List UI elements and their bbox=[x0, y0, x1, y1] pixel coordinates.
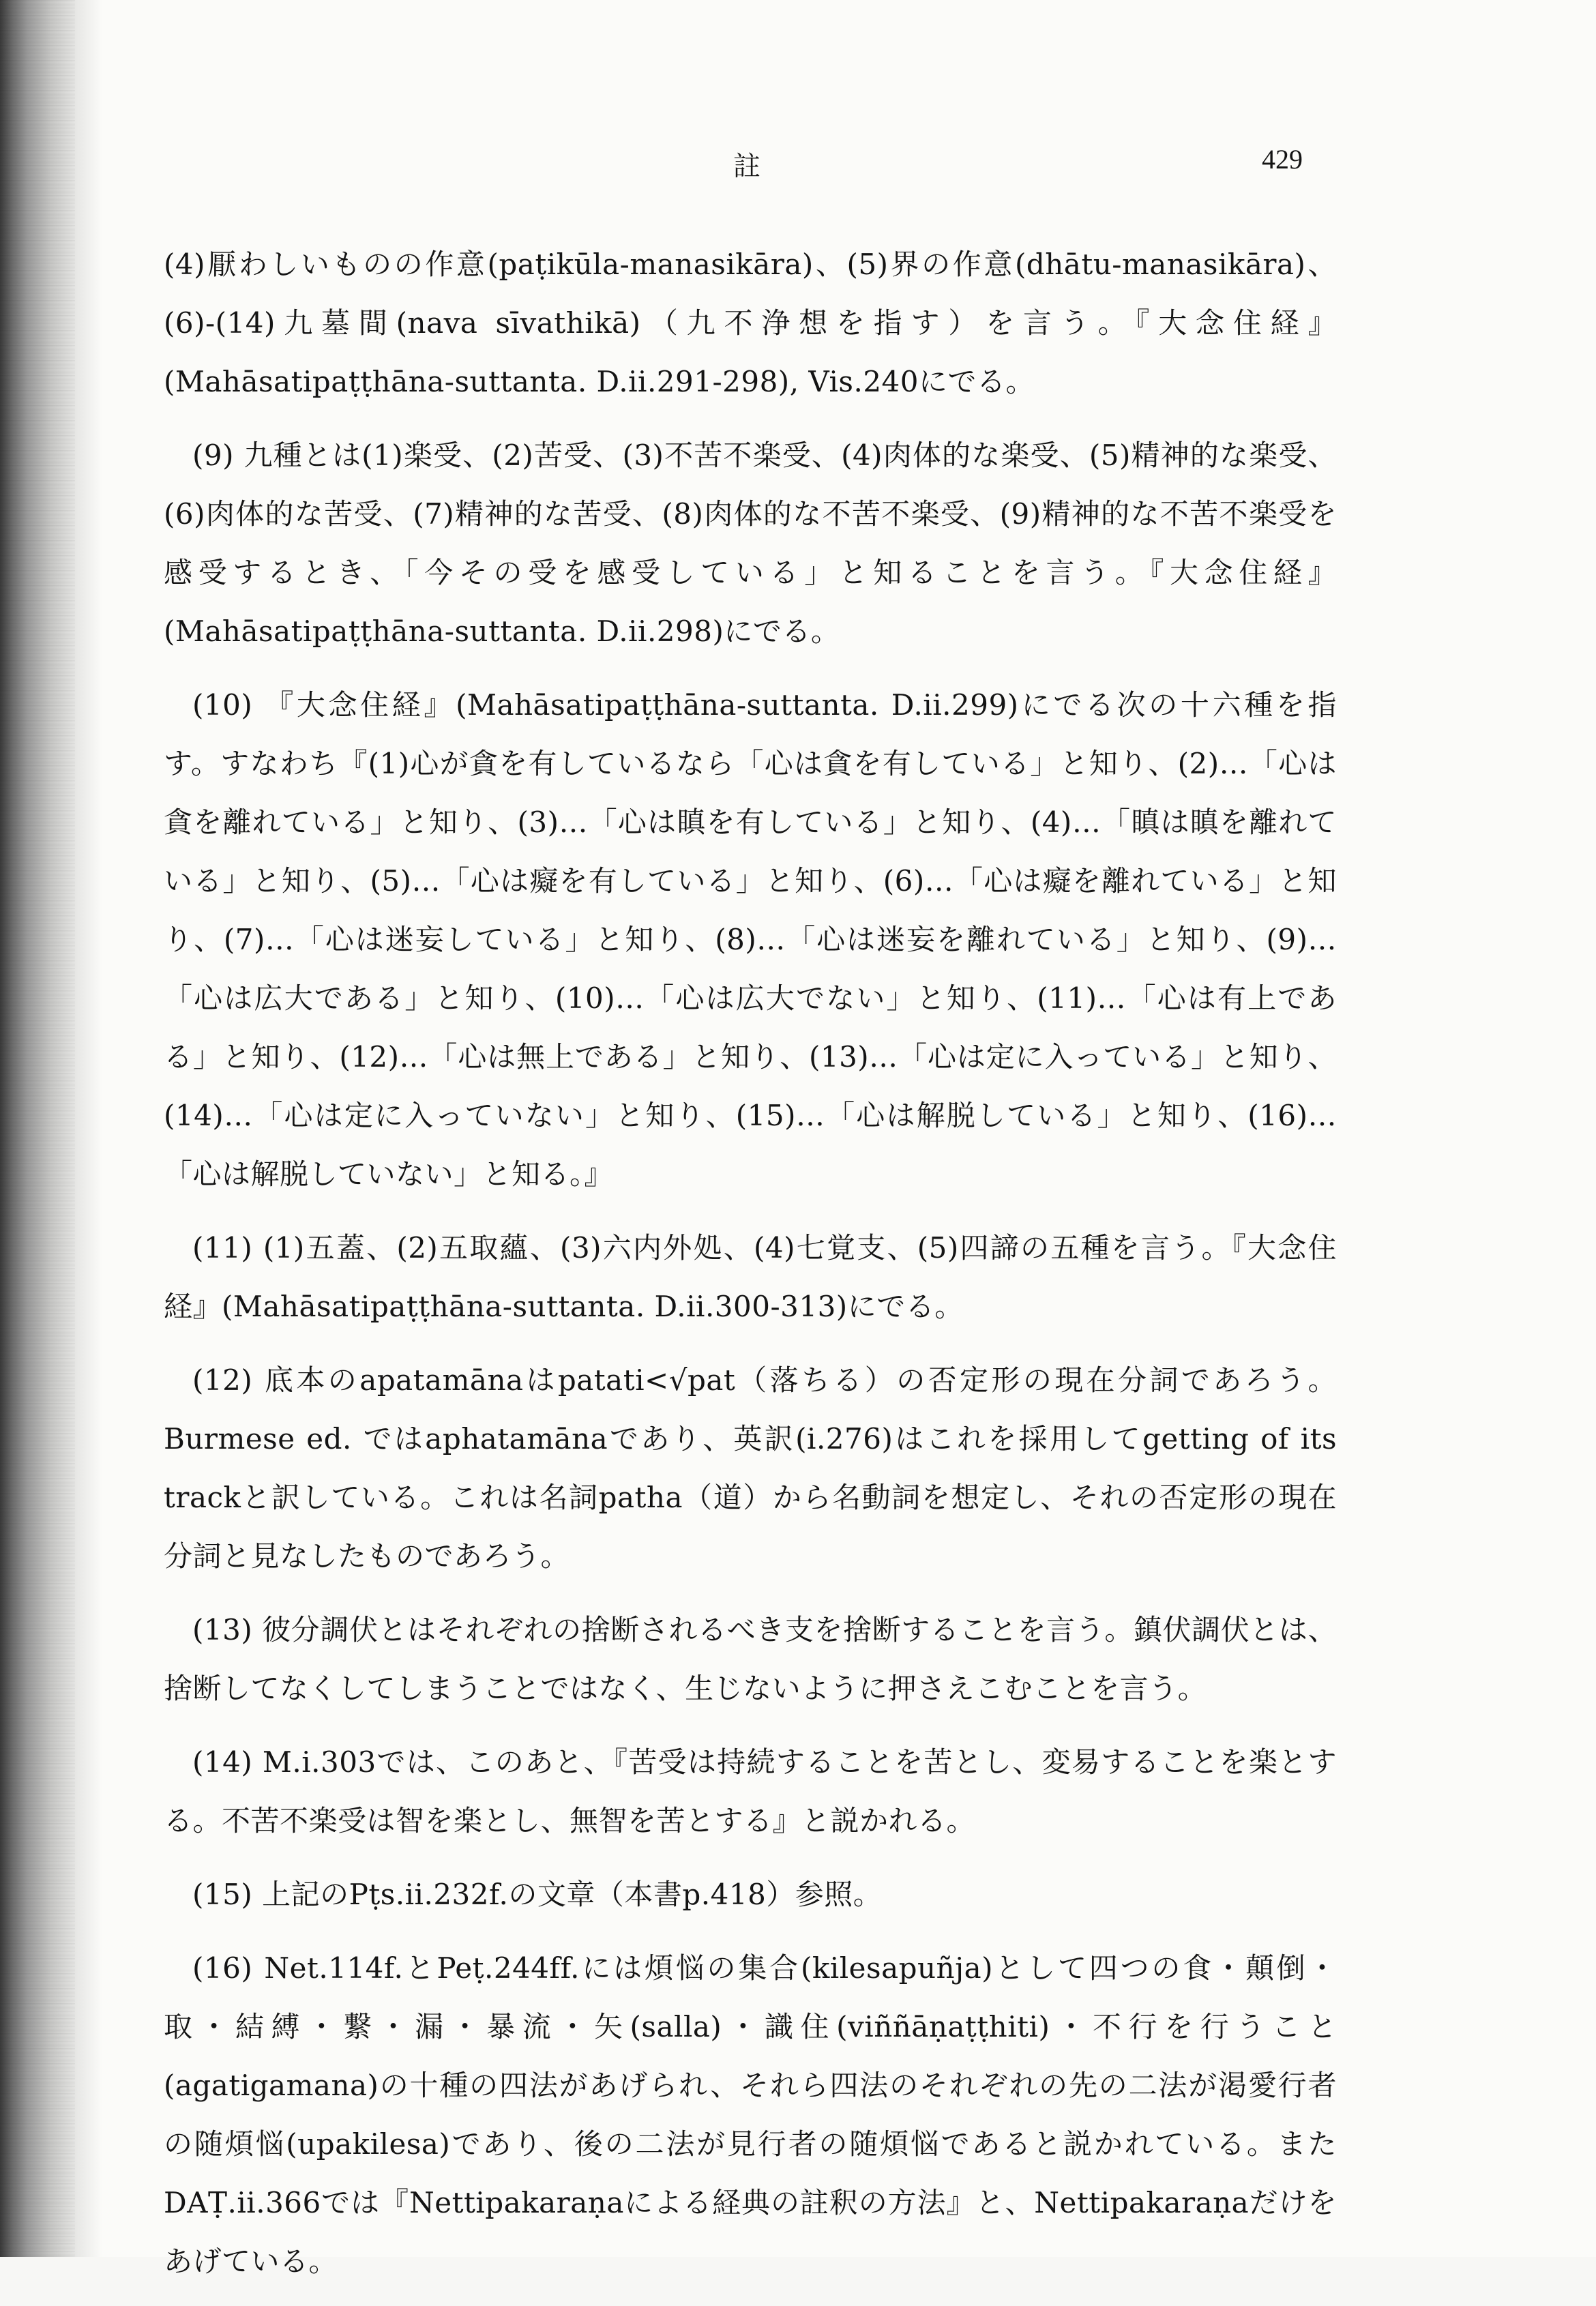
note-number: (10) bbox=[192, 688, 253, 722]
note-number: (13) bbox=[192, 1613, 253, 1646]
note-14 bbox=[164, 1733, 1337, 1850]
note-number: (16) bbox=[192, 1951, 253, 1985]
note-number: (11) bbox=[192, 1231, 253, 1265]
note-text: Net.114f.とPeṭ.244ff.には煩悩の集合(kilesapuñja)として四つの食・顛倒・取・結縛・繋・漏・暴流・矢(salla)・識住(viññāṇaṭṭhiti)・不行を行うこと(agatigamana)の十種の四法があげられ、それら四法のそれぞれの先の二法が渇愛行者の随煩悩(upakilesa)であり、後の二法が見行者の随煩悩であると説かれている。またDAṬ.ii.366では『Nettipakaraṇaによる経典の註釈の方法』と、Nettipakaraṇaだけをあげている。 bbox=[164, 1951, 1337, 2278]
note-text: (1)五蓋、(2)五取蘊、(3)六内外処、(4)七覚支、(5)四諦の五種を言う。『大念住経』(Mahāsatipaṭṭhāna-suttanta. D.ii.300-313)にでる。 bbox=[164, 1231, 1337, 1323]
note-10 bbox=[164, 676, 1337, 1204]
note-16 bbox=[164, 1939, 1337, 2291]
note-number: (14) bbox=[192, 1745, 253, 1779]
note-continuation bbox=[164, 235, 1337, 411]
note-number: (12) bbox=[192, 1363, 253, 1397]
note-text: 底本のapatamānaはpatati<√pat（落ちる）の否定形の現在分詞であろう。Burmese ed. ではaphatamānaであり、英訳(i.276)はこれを採用してgetting of its trackと訳している。これは名詞patha（道）から名動詞を想定し、それの否定形の現在分詞と見なしたものであろう。 bbox=[164, 1363, 1337, 1573]
notes-body bbox=[164, 235, 1337, 2306]
note-11 bbox=[164, 1219, 1337, 1336]
note-9 bbox=[164, 426, 1337, 661]
binding-texture bbox=[0, 0, 75, 2257]
note-text: (4)厭わしいものの作意(paṭikūla-manasikāra)、(5)界の作意(dhātu-manasikāra)、(6)-(14)九墓間(nava sīvathikā)（九不浄想を指す）を言う。『大念住経』(Mahāsatipaṭṭhāna-suttanta. D.ii.291-298), Vis.240にでる。 bbox=[164, 248, 1337, 398]
note-number: (9) bbox=[192, 439, 234, 472]
note-12 bbox=[164, 1351, 1337, 1586]
note-text: 『大念住経』(Mahāsatipaṭṭhāna-suttanta. D.ii.299)にでる次の十六種を指す。すなわち『(1)心が貪を有しているなら「心は貪を有している」と知り、(2)…「心は貪を離れている」と知り、(3)…「心は瞋を有している」と知り、(4)…「瞋は瞋を離れている」と知り、(5)…「心は癡を有している」と知り、(6)…「心は癡を離れている」と知り、(7)…「心は迷妄している」と知り、(8)…「心は迷妄を離れている」と知り、(9)…「心は広大である」と知り、(10)…「心は広大でない」と知り、(11)…「心は有上である」と知り、(12)…「心は無上である」と知り、(13)…「心は定に入っている」と知り、(14)…「心は定に入っていない」と知り、(15)…「心は解脱している」と知り、(16)…「心は解脱していない」と知る。』 bbox=[164, 688, 1337, 1191]
note-number: (15) bbox=[192, 1878, 253, 1911]
note-text: 上記のPṭs.ii.232f.の文章（本書p.418）参照。 bbox=[262, 1878, 883, 1911]
note-text: 彼分調伏とはそれぞれの捨断されるべき支を捨断することを言う。鎮伏調伏とは、捨断してなくしてしまうことではなく、生じないように押さえこむことを言う。 bbox=[164, 1613, 1337, 1705]
running-header-title: 註 bbox=[733, 151, 762, 182]
note-text: M.i.303では、このあと、『苦受は持続することを苦とし、変易することを楽とする。不苦不楽受は智を楽とし、無智を苦とする』と説かれる。 bbox=[164, 1745, 1337, 1837]
page-number: 429 bbox=[1262, 144, 1303, 175]
note-15 bbox=[164, 1865, 1337, 1924]
note-text: 九種とは(1)楽受、(2)苦受、(3)不苦不楽受、(4)肉体的な楽受、(5)精神的な楽受、(6)肉体的な苦受、(7)精神的な苦受、(8)肉体的な不苦不楽受、(9)精神的な不苦不楽受を感受するとき、「今その受を感受している」と知ることを言う。『大念住経』(Mahāsatipaṭṭhāna-suttanta. D.ii.298)にでる。 bbox=[164, 439, 1337, 648]
note-13 bbox=[164, 1601, 1337, 1718]
